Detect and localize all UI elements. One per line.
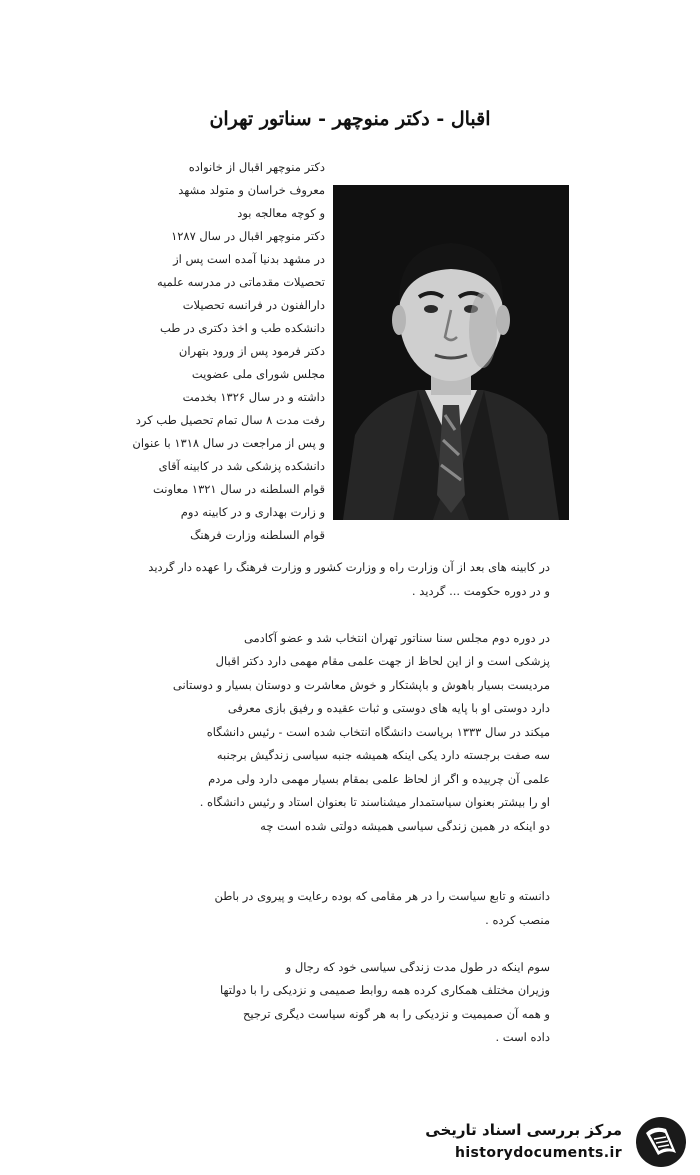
text-line: او را بیشتر بعنوان سیاستمدار میشناسند تا بعنوان استاد و رئیس دانشگاه .: [199, 795, 550, 809]
text-line: معروف خراسان و متولد مشهد: [178, 183, 325, 197]
text-line: سوم اینکه در طول مدت زندگی سیاسی خود که رجال و: [285, 959, 550, 974]
portrait-photo: [333, 185, 569, 520]
text-line: دکتر فرمود پس از ورود بتهران: [178, 344, 325, 358]
org-name: مرکز بررسی اسناد تاریخی: [425, 1121, 622, 1139]
text-line: وزیران مختلف همکاری کرده همه روابط صمیمی و نزدیکی را با دولتها: [219, 983, 550, 997]
text-line: در کابینه های بعد از آن وزارت راه و وزارت کشور و وزارت فرهنگ را عهده دار گردید: [148, 560, 550, 574]
portrait-illustration: [333, 185, 569, 520]
text-line: دانسته و تابع سیاست را در هر مقامی که بوده رعایت و پیروی در باطن: [214, 889, 550, 903]
text-line: منصب کرده .: [485, 912, 550, 927]
text-line: در مشهد بدنیا آمده است پس از: [173, 252, 325, 266]
text-line: دارد دوستی او با پایه های دوستی و ثبات عقیده و رفیق بازی معرفی: [227, 701, 550, 715]
footer-watermark: [420, 1115, 690, 1170]
page-title: اقبال - دکتر منوچهر - سناتور تهران: [209, 108, 491, 130]
text-line: داده است .: [495, 1030, 550, 1044]
text-line: و کوچه معالجه بود: [237, 206, 325, 220]
text-line: تحصیلات مقدماتی در مدرسه علمیه: [156, 275, 325, 289]
text-line: و همه آن صمیمیت و نزدیکی را به هر گونه سیاست دیگری ترجیح: [242, 1006, 550, 1021]
text-line: رفت مدت ۸ سال تمام تحصیل طب کرد: [135, 413, 325, 427]
text-line: داشته و در سال ۱۳۲۶ بخدمت: [182, 390, 325, 404]
text-line: میکند در سال ۱۳۳۳ بریاست دانشگاه انتخاب شده است - رئیس دانشگاه: [206, 724, 550, 739]
text-line: در دوره دوم مجلس سنا سناتور تهران انتخاب شد و عضو آکادمی: [243, 630, 550, 645]
text-line: مجلس شورای ملی عضویت: [191, 367, 325, 381]
text-line: قوام السلطنه در سال ۱۳۲۱ معاونت: [152, 482, 325, 496]
text-line: دانشکده طب و اخذ دکتری در طب: [160, 321, 325, 335]
scroll-document-icon: [632, 1115, 690, 1170]
text-line: علمی آن چربیده و اگر از لحاظ علمی بمقام بسیار مهمی دارد ولی مردم: [208, 771, 550, 786]
text-line: و زارت بهداری و در کابینه دوم: [180, 505, 325, 519]
text-line: دانشکده پزشکی شد در کابینه آقای: [158, 459, 325, 473]
text-line: دو اینکه در همین زندگی سیاسی همیشه دولتی شده است چه: [260, 818, 550, 833]
text-line: دارالفنون در فرانسه تحصیلات: [182, 298, 325, 312]
text-line: دکتر منوچهر اقبال از خانواده: [188, 160, 325, 174]
text-line: پزشکی است و از این لحاظ از جهت علمی مقام مهمی دارد دکتر اقبال: [215, 654, 550, 668]
website-url: historydocuments.ir: [454, 1145, 622, 1161]
text-line: مردیست بسیار باهوش و باپشتکار و خوش معاشرت و دوستان بسیار و دوستانی: [172, 677, 550, 692]
text-line: و در دوره حکومت ... گردید .: [411, 583, 550, 598]
text-line: سه صفت برجسته دارد یکی اینکه همیشه جنبه سیاسی زندگیش برجنبه: [216, 748, 550, 762]
text-line: قوام السلطنه وزارت فرهنگ: [190, 528, 325, 542]
text-line: و پس از مراجعت در سال ۱۳۱۸ با عنوان: [132, 436, 325, 450]
text-line: دکتر منوچهر اقبال در سال ۱۲۸۷: [171, 229, 325, 243]
